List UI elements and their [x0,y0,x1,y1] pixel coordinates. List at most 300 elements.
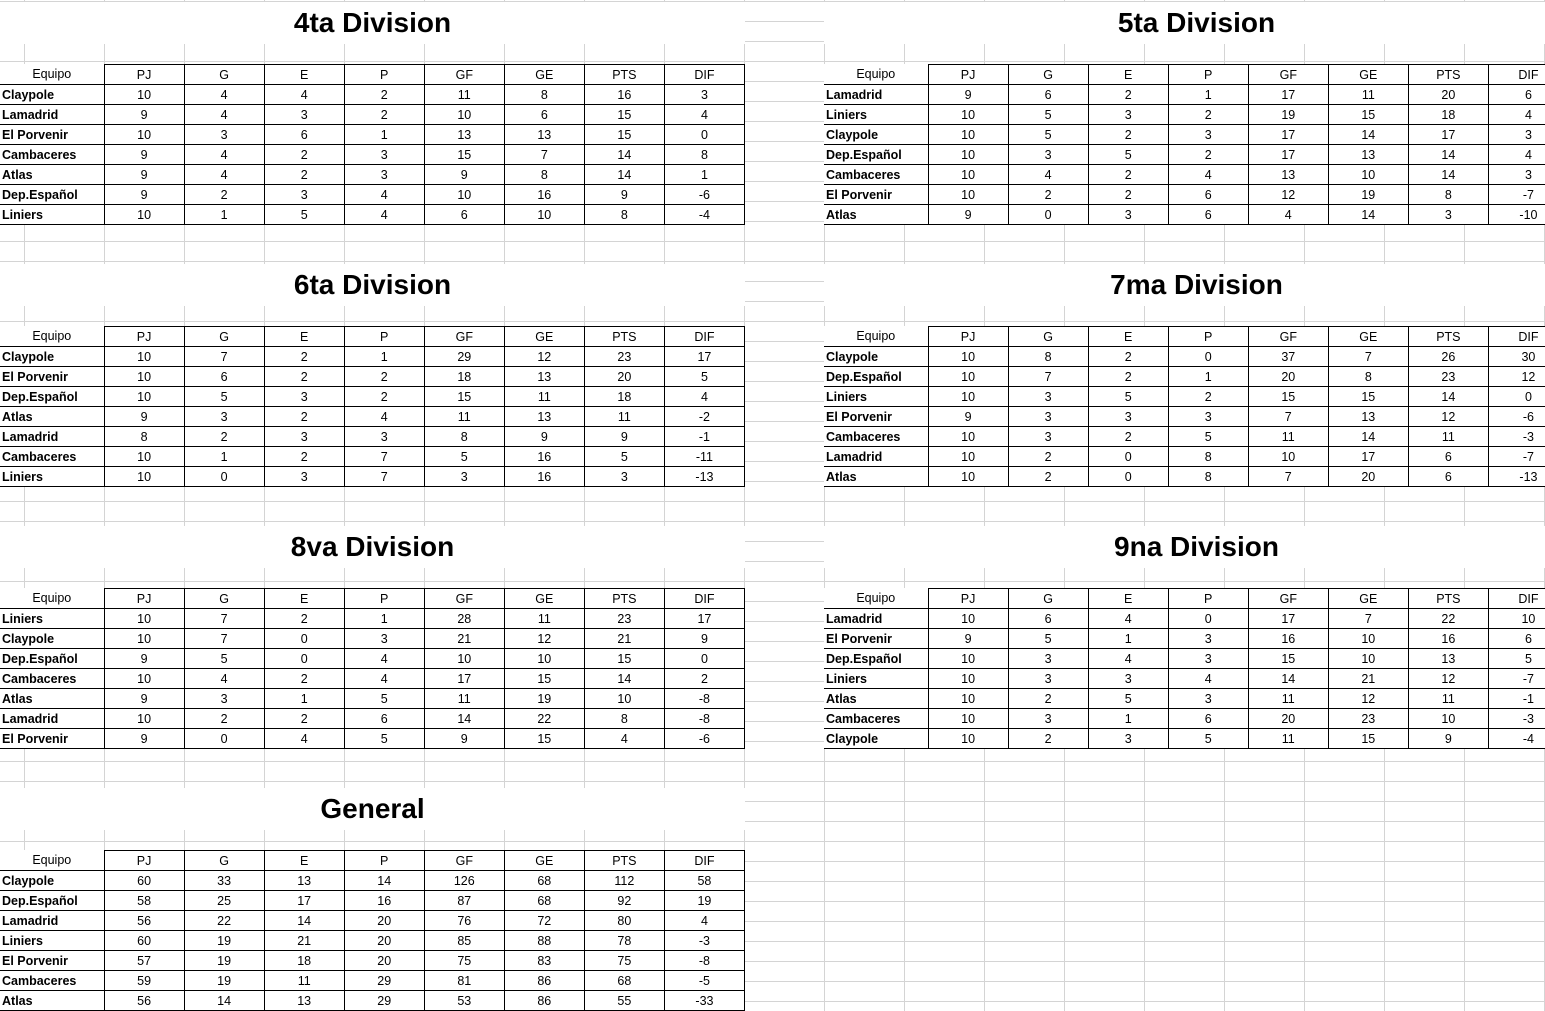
stat-cell-p[interactable]: 5 [1168,729,1248,749]
team-name-cell[interactable]: Dep.Español [824,367,928,387]
column-header-pj[interactable]: PJ [928,589,1008,609]
stat-cell-e[interactable]: 2 [264,609,344,629]
stat-cell-g[interactable]: 7 [184,609,264,629]
stat-cell-pj[interactable]: 10 [928,467,1008,487]
stat-cell-p[interactable]: 7 [344,447,424,467]
stat-cell-gf[interactable]: 17 [1248,125,1328,145]
column-header-p[interactable]: P [344,327,424,347]
stat-cell-pj[interactable]: 10 [928,165,1008,185]
stat-cell-p[interactable]: 29 [344,971,424,991]
stat-cell-e[interactable]: 5 [1088,387,1168,407]
team-name-cell[interactable]: El Porvenir [824,407,928,427]
stat-cell-p[interactable]: 14 [344,871,424,891]
stat-cell-pj[interactable]: 60 [104,871,184,891]
column-header-ge[interactable]: GE [1328,589,1408,609]
stat-cell-gf[interactable]: 75 [424,951,504,971]
stat-cell-gf[interactable]: 28 [424,609,504,629]
column-header-p[interactable]: P [344,851,424,871]
stat-cell-pts[interactable]: 75 [584,951,664,971]
stat-cell-ge[interactable]: 14 [1328,427,1408,447]
stat-cell-ge[interactable]: 13 [1328,145,1408,165]
stat-cell-ge[interactable]: 16 [504,447,584,467]
column-header-equipo[interactable]: Equipo [824,65,928,85]
stat-cell-ge[interactable]: 22 [504,709,584,729]
stat-cell-ge[interactable]: 20 [1328,467,1408,487]
stat-cell-p[interactable]: 2 [1168,387,1248,407]
column-header-g[interactable]: G [184,65,264,85]
stat-cell-e[interactable]: 3 [1088,669,1168,689]
stat-cell-e[interactable]: 3 [1088,205,1168,225]
stat-cell-ge[interactable]: 19 [504,689,584,709]
stat-cell-pj[interactable]: 10 [104,347,184,367]
stat-cell-p[interactable]: 20 [344,951,424,971]
stat-cell-g[interactable]: 5 [184,649,264,669]
stat-cell-g[interactable]: 2 [1008,447,1088,467]
stat-cell-gf[interactable]: 15 [1248,387,1328,407]
stat-cell-pj[interactable]: 10 [104,609,184,629]
stat-cell-pts[interactable]: 23 [584,347,664,367]
stat-cell-pj[interactable]: 8 [104,427,184,447]
stat-cell-p[interactable]: 6 [1168,205,1248,225]
stat-cell-dif[interactable]: 19 [664,891,744,911]
stat-cell-pts[interactable]: 20 [584,367,664,387]
stat-cell-pts[interactable]: 4 [584,729,664,749]
stat-cell-ge[interactable]: 16 [504,467,584,487]
stat-cell-p[interactable]: 2 [344,85,424,105]
stat-cell-pts[interactable]: 12 [1408,407,1488,427]
stat-cell-pts[interactable]: 78 [584,931,664,951]
stat-cell-gf[interactable]: 10 [424,105,504,125]
stat-cell-g[interactable]: 14 [184,991,264,1011]
stat-cell-ge[interactable]: 17 [1328,447,1408,467]
stat-cell-gf[interactable]: 7 [1248,407,1328,427]
column-header-dif[interactable]: DIF [664,65,744,85]
team-name-cell[interactable]: Atlas [0,407,104,427]
team-name-cell[interactable]: Claypole [0,85,104,105]
stat-cell-dif[interactable]: -5 [664,971,744,991]
stat-cell-pj[interactable]: 10 [928,105,1008,125]
stat-cell-p[interactable]: 1 [1168,367,1248,387]
stat-cell-pj[interactable]: 58 [104,891,184,911]
stat-cell-dif[interactable]: 30 [1488,347,1545,367]
stat-cell-dif[interactable]: -4 [664,205,744,225]
stat-cell-gf[interactable]: 10 [1248,447,1328,467]
team-name-cell[interactable]: Cambaceres [824,165,928,185]
stat-cell-e[interactable]: 2 [1088,427,1168,447]
stat-cell-p[interactable]: 8 [1168,447,1248,467]
stat-cell-ge[interactable]: 68 [504,871,584,891]
stat-cell-ge[interactable]: 23 [1328,709,1408,729]
team-name-cell[interactable]: Lamadrid [0,911,104,931]
stat-cell-e[interactable]: 2 [264,709,344,729]
stat-cell-ge[interactable]: 10 [1328,649,1408,669]
stat-cell-e[interactable]: 13 [264,991,344,1011]
stat-cell-p[interactable]: 0 [1168,609,1248,629]
column-header-gf[interactable]: GF [1248,589,1328,609]
stat-cell-pj[interactable]: 9 [928,629,1008,649]
stat-cell-g[interactable]: 3 [1008,649,1088,669]
stat-cell-dif[interactable]: -8 [664,709,744,729]
column-header-pts[interactable]: PTS [1408,65,1488,85]
stat-cell-pj[interactable]: 10 [928,689,1008,709]
stat-cell-pts[interactable]: 9 [1408,729,1488,749]
stat-cell-e[interactable]: 3 [1088,407,1168,427]
column-header-dif[interactable]: DIF [664,851,744,871]
stat-cell-e[interactable]: 2 [264,669,344,689]
stat-cell-pj[interactable]: 59 [104,971,184,991]
team-name-cell[interactable]: Dep.Español [0,387,104,407]
stat-cell-ge[interactable]: 12 [1328,689,1408,709]
stat-cell-ge[interactable]: 7 [1328,609,1408,629]
column-header-dif[interactable]: DIF [1488,327,1545,347]
team-name-cell[interactable]: Liniers [0,609,104,629]
stat-cell-pts[interactable]: 12 [1408,669,1488,689]
stat-cell-e[interactable]: 2 [1088,185,1168,205]
stat-cell-p[interactable]: 4 [1168,669,1248,689]
stat-cell-dif[interactable]: 4 [664,911,744,931]
stat-cell-g[interactable]: 2 [1008,467,1088,487]
column-header-p[interactable]: P [1168,65,1248,85]
stat-cell-gf[interactable]: 19 [1248,105,1328,125]
stat-cell-gf[interactable]: 9 [424,165,504,185]
stat-cell-e[interactable]: 2 [264,367,344,387]
stat-cell-pj[interactable]: 10 [104,669,184,689]
column-header-ge[interactable]: GE [504,65,584,85]
stat-cell-p[interactable]: 4 [344,205,424,225]
stat-cell-e[interactable]: 3 [264,105,344,125]
column-header-p[interactable]: P [344,589,424,609]
stat-cell-p[interactable]: 1 [344,609,424,629]
column-header-ge[interactable]: GE [504,851,584,871]
stat-cell-e[interactable]: 5 [1088,689,1168,709]
stat-cell-pts[interactable]: 23 [584,609,664,629]
column-header-gf[interactable]: GF [424,589,504,609]
stat-cell-e[interactable]: 1 [264,689,344,709]
stat-cell-pts[interactable]: 11 [584,407,664,427]
team-name-cell[interactable]: Claypole [824,347,928,367]
column-header-e[interactable]: E [264,851,344,871]
column-header-e[interactable]: E [264,65,344,85]
stat-cell-e[interactable]: 6 [264,125,344,145]
column-header-equipo[interactable]: Equipo [0,65,104,85]
stat-cell-dif[interactable]: -6 [1488,407,1545,427]
stat-cell-dif[interactable]: 0 [664,125,744,145]
stat-cell-g[interactable]: 1 [184,205,264,225]
stat-cell-p[interactable]: 6 [344,709,424,729]
stat-cell-gf[interactable]: 5 [424,447,504,467]
stat-cell-pts[interactable]: 5 [584,447,664,467]
column-header-g[interactable]: G [1008,65,1088,85]
stat-cell-pts[interactable]: 6 [1408,447,1488,467]
stat-cell-g[interactable]: 4 [184,145,264,165]
stat-cell-ge[interactable]: 8 [504,165,584,185]
stat-cell-g[interactable]: 3 [1008,145,1088,165]
stat-cell-pj[interactable]: 10 [928,367,1008,387]
stat-cell-p[interactable]: 3 [344,629,424,649]
stat-cell-gf[interactable]: 126 [424,871,504,891]
team-name-cell[interactable]: El Porvenir [824,629,928,649]
stat-cell-ge[interactable]: 10 [504,205,584,225]
team-name-cell[interactable]: Liniers [0,931,104,951]
stat-cell-gf[interactable]: 16 [1248,629,1328,649]
team-name-cell[interactable]: Claypole [0,347,104,367]
column-header-g[interactable]: G [184,327,264,347]
stat-cell-g[interactable]: 19 [184,971,264,991]
stat-cell-p[interactable]: 3 [344,165,424,185]
stat-cell-gf[interactable]: 21 [424,629,504,649]
stat-cell-pj[interactable]: 10 [928,649,1008,669]
team-name-cell[interactable]: Dep.Español [824,145,928,165]
stat-cell-g[interactable]: 0 [1008,205,1088,225]
stat-cell-ge[interactable]: 21 [1328,669,1408,689]
stat-cell-e[interactable]: 0 [1088,447,1168,467]
stat-cell-pts[interactable]: 8 [1408,185,1488,205]
stat-cell-pts[interactable]: 14 [584,145,664,165]
stat-cell-pts[interactable]: 14 [584,165,664,185]
team-name-cell[interactable]: Atlas [0,991,104,1011]
stat-cell-pj[interactable]: 10 [928,347,1008,367]
stat-cell-e[interactable]: 11 [264,971,344,991]
stat-cell-pts[interactable]: 9 [584,427,664,447]
team-name-cell[interactable]: Cambaceres [824,709,928,729]
stat-cell-p[interactable]: 2 [1168,105,1248,125]
stat-cell-g[interactable]: 19 [184,931,264,951]
stat-cell-p[interactable]: 4 [344,185,424,205]
stat-cell-pj[interactable]: 10 [104,629,184,649]
stat-cell-pts[interactable]: 6 [1408,467,1488,487]
stat-cell-pts[interactable]: 11 [1408,689,1488,709]
stat-cell-pj[interactable]: 9 [104,729,184,749]
stat-cell-gf[interactable]: 3 [424,467,504,487]
column-header-g[interactable]: G [1008,589,1088,609]
stat-cell-dif[interactable]: -13 [1488,467,1545,487]
stat-cell-g[interactable]: 22 [184,911,264,931]
stat-cell-pts[interactable]: 9 [584,185,664,205]
stat-cell-g[interactable]: 0 [184,467,264,487]
stat-cell-g[interactable]: 3 [1008,427,1088,447]
stat-cell-dif[interactable]: 12 [1488,367,1545,387]
stat-cell-e[interactable]: 4 [264,85,344,105]
column-header-g[interactable]: G [184,589,264,609]
stat-cell-p[interactable]: 4 [1168,165,1248,185]
column-header-gf[interactable]: GF [1248,327,1328,347]
stat-cell-g[interactable]: 33 [184,871,264,891]
stat-cell-p[interactable]: 1 [344,125,424,145]
team-name-cell[interactable]: El Porvenir [824,185,928,205]
column-header-equipo[interactable]: Equipo [824,327,928,347]
stat-cell-g[interactable]: 4 [184,85,264,105]
stat-cell-p[interactable]: 5 [344,689,424,709]
stat-cell-pts[interactable]: 18 [1408,105,1488,125]
stat-cell-dif[interactable]: 9 [664,629,744,649]
stat-cell-pts[interactable]: 14 [584,669,664,689]
stat-cell-dif[interactable]: -3 [1488,709,1545,729]
column-header-ge[interactable]: GE [504,589,584,609]
column-header-pts[interactable]: PTS [584,589,664,609]
stat-cell-g[interactable]: 5 [1008,105,1088,125]
column-header-equipo[interactable]: Equipo [824,589,928,609]
stat-cell-pts[interactable]: 15 [584,125,664,145]
stat-cell-pj[interactable]: 10 [928,387,1008,407]
stat-cell-ge[interactable]: 11 [1328,85,1408,105]
team-name-cell[interactable]: Cambaceres [824,427,928,447]
column-header-g[interactable]: G [1008,327,1088,347]
column-header-g[interactable]: G [184,851,264,871]
team-name-cell[interactable]: Atlas [0,165,104,185]
stat-cell-gf[interactable]: 11 [424,85,504,105]
team-name-cell[interactable]: El Porvenir [0,125,104,145]
stat-cell-p[interactable]: 4 [344,407,424,427]
stat-cell-gf[interactable]: 10 [424,185,504,205]
team-name-cell[interactable]: Liniers [0,467,104,487]
team-name-cell[interactable]: Atlas [0,689,104,709]
stat-cell-gf[interactable]: 76 [424,911,504,931]
stat-cell-pj[interactable]: 9 [104,185,184,205]
stat-cell-e[interactable]: 1 [1088,709,1168,729]
stat-cell-p[interactable]: 6 [1168,185,1248,205]
column-header-pts[interactable]: PTS [584,327,664,347]
stat-cell-g[interactable]: 6 [184,367,264,387]
stat-cell-dif[interactable]: -33 [664,991,744,1011]
stat-cell-g[interactable]: 6 [1008,609,1088,629]
stat-cell-p[interactable]: 3 [1168,689,1248,709]
team-name-cell[interactable]: Cambaceres [0,145,104,165]
stat-cell-p[interactable]: 3 [344,427,424,447]
stat-cell-gf[interactable]: 53 [424,991,504,1011]
stat-cell-pts[interactable]: 80 [584,911,664,931]
team-name-cell[interactable]: Claypole [824,125,928,145]
column-header-gf[interactable]: GF [424,65,504,85]
stat-cell-g[interactable]: 2 [1008,729,1088,749]
stat-cell-pj[interactable]: 9 [104,649,184,669]
stat-cell-ge[interactable]: 15 [1328,729,1408,749]
stat-cell-ge[interactable]: 72 [504,911,584,931]
stat-cell-gf[interactable]: 11 [424,689,504,709]
stat-cell-e[interactable]: 21 [264,931,344,951]
stat-cell-dif[interactable]: -2 [664,407,744,427]
column-header-ge[interactable]: GE [1328,65,1408,85]
column-header-pts[interactable]: PTS [584,65,664,85]
stat-cell-p[interactable]: 7 [344,467,424,487]
stat-cell-ge[interactable]: 11 [504,387,584,407]
team-name-cell[interactable]: Atlas [824,467,928,487]
stat-cell-pj[interactable]: 10 [104,367,184,387]
stat-cell-ge[interactable]: 11 [504,609,584,629]
stat-cell-pj[interactable]: 9 [104,407,184,427]
column-header-e[interactable]: E [1088,65,1168,85]
stat-cell-pts[interactable]: 11 [1408,427,1488,447]
column-header-gf[interactable]: GF [1248,65,1328,85]
stat-cell-pts[interactable]: 3 [584,467,664,487]
team-name-cell[interactable]: El Porvenir [0,367,104,387]
stat-cell-ge[interactable]: 8 [504,85,584,105]
team-name-cell[interactable]: Lamadrid [0,427,104,447]
stat-cell-p[interactable]: 3 [344,145,424,165]
stat-cell-p[interactable]: 3 [1168,125,1248,145]
stat-cell-g[interactable]: 7 [184,347,264,367]
stat-cell-e[interactable]: 17 [264,891,344,911]
stat-cell-p[interactable]: 3 [1168,649,1248,669]
column-header-pj[interactable]: PJ [928,327,1008,347]
stat-cell-g[interactable]: 2 [1008,185,1088,205]
stat-cell-pj[interactable]: 9 [928,85,1008,105]
stat-cell-gf[interactable]: 17 [1248,609,1328,629]
stat-cell-pj[interactable]: 57 [104,951,184,971]
stat-cell-dif[interactable]: -13 [664,467,744,487]
stat-cell-pj[interactable]: 9 [104,165,184,185]
team-name-cell[interactable]: Atlas [824,689,928,709]
stat-cell-e[interactable]: 2 [1088,367,1168,387]
stat-cell-gf[interactable]: 17 [1248,85,1328,105]
stat-cell-pts[interactable]: 16 [584,85,664,105]
team-name-cell[interactable]: Lamadrid [0,709,104,729]
stat-cell-dif[interactable]: 3 [664,85,744,105]
column-header-equipo[interactable]: Equipo [0,851,104,871]
stat-cell-ge[interactable]: 10 [1328,165,1408,185]
team-name-cell[interactable]: Liniers [824,669,928,689]
stat-cell-g[interactable]: 5 [1008,629,1088,649]
stat-cell-pj[interactable]: 10 [104,85,184,105]
stat-cell-g[interactable]: 5 [184,387,264,407]
team-name-cell[interactable]: Claypole [0,629,104,649]
stat-cell-ge[interactable]: 13 [1328,407,1408,427]
stat-cell-g[interactable]: 4 [184,165,264,185]
stat-cell-ge[interactable]: 13 [504,407,584,427]
column-header-p[interactable]: P [1168,589,1248,609]
stat-cell-dif[interactable]: 17 [664,609,744,629]
stat-cell-g[interactable]: 1 [184,447,264,467]
stat-cell-e[interactable]: 0 [264,649,344,669]
stat-cell-ge[interactable]: 15 [504,729,584,749]
stat-cell-p[interactable]: 2 [1168,145,1248,165]
stat-cell-g[interactable]: 3 [1008,709,1088,729]
team-name-cell[interactable]: Claypole [0,871,104,891]
column-header-gf[interactable]: GF [424,327,504,347]
column-header-dif[interactable]: DIF [1488,65,1545,85]
stat-cell-g[interactable]: 2 [184,427,264,447]
stat-cell-g[interactable]: 3 [1008,387,1088,407]
stat-cell-dif[interactable]: -10 [1488,205,1545,225]
stat-cell-g[interactable]: 25 [184,891,264,911]
stat-cell-dif[interactable]: 3 [1488,125,1545,145]
stat-cell-ge[interactable]: 10 [1328,629,1408,649]
team-name-cell[interactable]: Lamadrid [824,609,928,629]
column-header-e[interactable]: E [1088,327,1168,347]
stat-cell-ge[interactable]: 12 [504,347,584,367]
column-header-equipo[interactable]: Equipo [0,589,104,609]
stat-cell-p[interactable]: 3 [1168,407,1248,427]
stat-cell-g[interactable]: 4 [184,669,264,689]
stat-cell-ge[interactable]: 7 [1328,347,1408,367]
stat-cell-p[interactable]: 6 [1168,709,1248,729]
stat-cell-dif[interactable]: 4 [1488,105,1545,125]
stat-cell-p[interactable]: 5 [344,729,424,749]
team-name-cell[interactable]: Dep.Español [0,185,104,205]
column-header-e[interactable]: E [264,589,344,609]
column-header-pj[interactable]: PJ [104,589,184,609]
stat-cell-pts[interactable]: 17 [1408,125,1488,145]
stat-cell-p[interactable]: 4 [344,649,424,669]
stat-cell-pts[interactable]: 15 [584,649,664,669]
column-header-ge[interactable]: GE [504,327,584,347]
stat-cell-gf[interactable]: 37 [1248,347,1328,367]
stat-cell-ge[interactable]: 13 [504,367,584,387]
stat-cell-pj[interactable]: 10 [104,709,184,729]
stat-cell-gf[interactable]: 87 [424,891,504,911]
stat-cell-e[interactable]: 2 [1088,125,1168,145]
stat-cell-dif[interactable]: 1 [664,165,744,185]
stat-cell-gf[interactable]: 8 [424,427,504,447]
